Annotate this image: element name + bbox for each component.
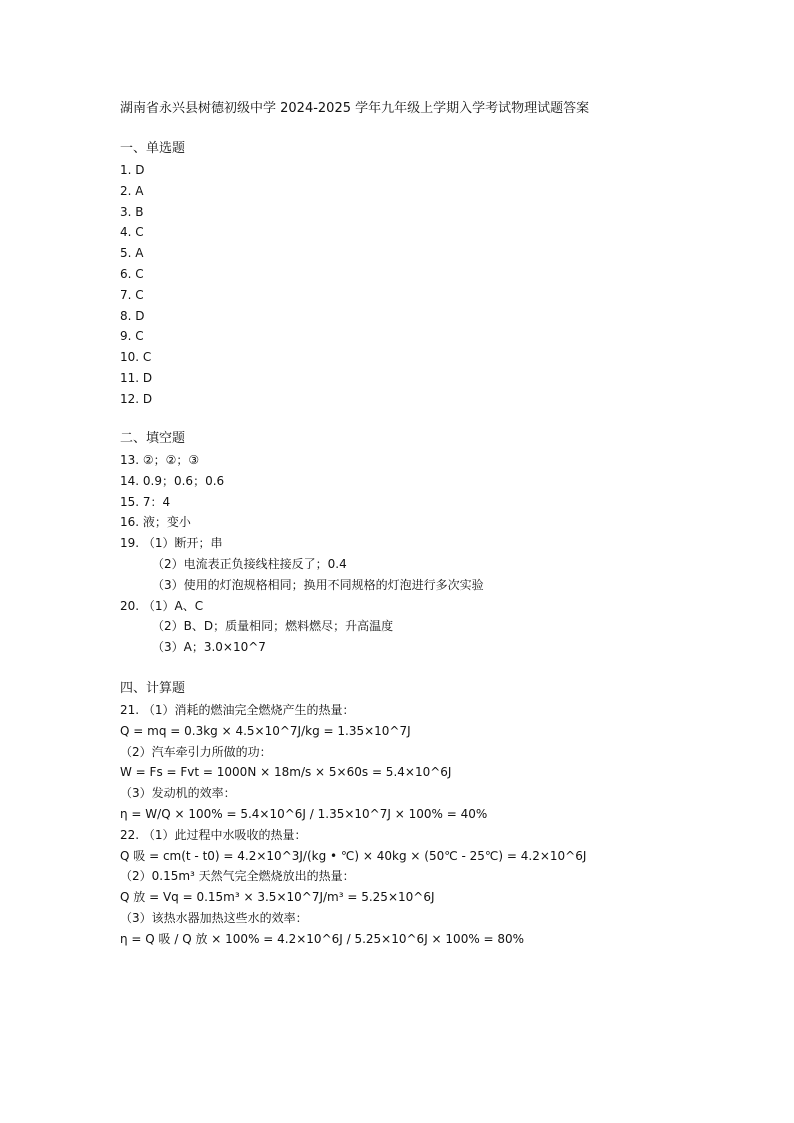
answer-subline: （3）使用的灯泡规格相同；换用不同规格的灯泡进行多次实验: [152, 577, 484, 592]
answer-line: 15. 7：4: [120, 494, 171, 509]
answer-item: 3. B: [120, 204, 144, 219]
answer-item: 2. A: [120, 183, 144, 198]
calc-line: （2）0.15m³ 天然气完全燃烧放出的热量：: [120, 869, 355, 884]
answer-item: 11. D: [120, 370, 153, 385]
calc-line: Q 放 = Vq = 0.15m³ × 3.5×10^7J/m³ = 5.25×10^6J: [120, 890, 435, 905]
answer-item: 4. C: [120, 225, 144, 240]
answer-item: 12. D: [120, 391, 153, 406]
answer-line: 13. ②；②；③: [120, 453, 200, 467]
answer-subline: （3）A；3.0×10^7: [152, 640, 266, 655]
answer-line: 19. （1）断开；串: [120, 536, 223, 551]
answer-item: 10. C: [120, 350, 152, 365]
section-calculation: [120, 678, 760, 950]
calc-line: （3）该热水器加热这些水的效率：: [120, 910, 308, 925]
section-heading: 一、单选题: [120, 141, 186, 156]
answer-item: 9. C: [120, 329, 144, 344]
calc-line: 22. （1）此过程中水吸收的热量：: [120, 827, 307, 842]
answer-line: 14. 0.9；0.6；0.6: [120, 473, 225, 488]
section-heading: 四、计算题: [120, 681, 186, 696]
section-fill-blank: [120, 428, 760, 658]
answer-subline: （2）电流表正负接线柱接反了；0.4: [152, 556, 347, 571]
answer-line: 16. 液；变小: [120, 515, 191, 530]
answer-line: 20. （1）A、C: [120, 598, 204, 613]
document-title: 湖南省永兴县树德初级中学 2024-2025 学年九年级上学期入学考试物理试题答案: [120, 101, 590, 116]
calc-line: Q 吸 = cm(t - t0) = 4.2×10^3J/(kg • ℃) × 40kg × (50℃ - 25℃) = 4.2×10^6J: [120, 848, 587, 863]
section-single-choice: [120, 138, 760, 410]
section-heading: 二、填空题: [120, 431, 186, 446]
answer-item: 1. D: [120, 163, 145, 177]
calc-line: η = Q 吸 / Q 放 × 100% = 4.2×10^6J / 5.25×10^6J × 100% = 80%: [120, 931, 525, 946]
answer-item: 8. D: [120, 308, 145, 323]
answer-item: 7. C: [120, 287, 144, 302]
answer-item: 5. A: [120, 246, 144, 261]
calc-line: 21. （1）消耗的燃油完全燃烧产生的热量：: [120, 703, 355, 717]
answer-item: 6. C: [120, 266, 144, 281]
calc-line: W = Fs = Fvt = 1000N × 18m/s × 5×60s = 5.4×10^6J: [120, 765, 452, 780]
calc-line: （3）发动机的效率：: [120, 786, 236, 801]
calc-line: η = W/Q × 100% = 5.4×10^6J / 1.35×10^7J × 100% = 40%: [120, 806, 488, 821]
calc-line: （2）汽车牵引力所做的功：: [120, 744, 272, 759]
calc-line: Q = mq = 0.3kg × 4.5×10^7J/kg = 1.35×10^7J: [120, 723, 411, 738]
answer-subline: （2）B、D；质量相同；燃料燃尽；升高温度: [152, 619, 394, 634]
